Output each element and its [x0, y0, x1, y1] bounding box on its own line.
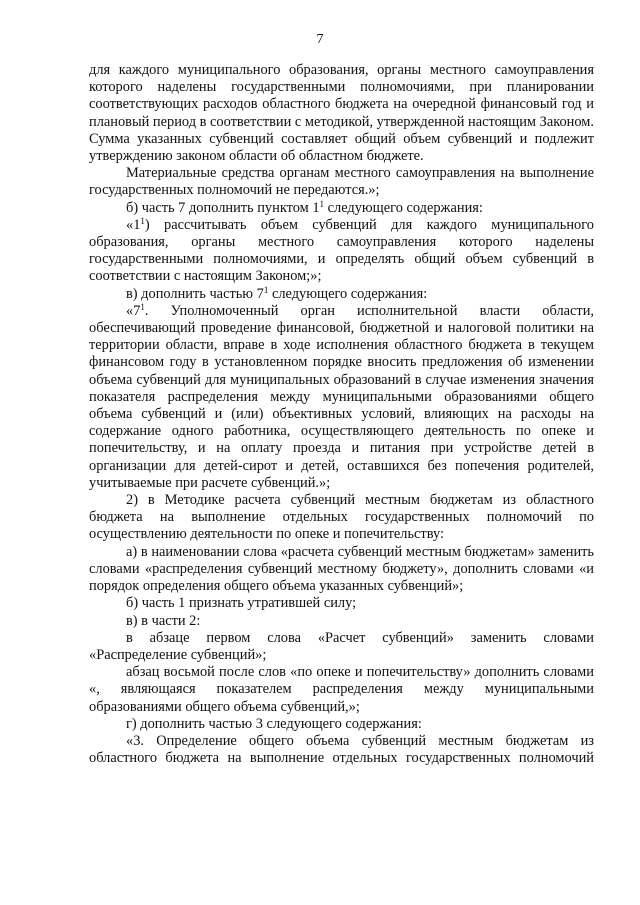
paragraph-8: а) в наименовании слова «расчета субвенций местным бюджетам» заменить словами «распределения субвенций местному бюджету», дополнить словами «и порядок определения общего объема указанных субвенций»; — [89, 543, 594, 595]
document-body — [89, 62, 594, 767]
paragraph-13: г) дополнить частью 3 следующего содержания: — [126, 715, 422, 732]
superscript-1: 1 — [140, 301, 145, 312]
paragraph-4 — [89, 217, 594, 286]
paragraph-6-text: «7 — [126, 302, 141, 319]
paragraph-3-tail: следующего содержания: — [324, 199, 483, 216]
paragraph-3 — [89, 200, 594, 217]
paragraph-6-tail: . Уполномоченный орган исполнительной власти области, обеспечивающий проведение финансовой, бюджетной и налоговой политики на территории области, вправе в ходе исполнения областного бюджета в текущем финансовом году в установленном порядке вносить предложения об изменении объема субвенций для муниципальных образований в случае изменения значения показателя распределения между муниципальными образованиями общего объема субвенций и (или) объективных условий, влияющих на расходы на содержание одного работника, осуществляющего деятельность по опеке и попечительству, и на оплату проезда и питания при устройстве детей в организации для детей-сирот и детей, оставшихся без попечения родителей, учитываемые при расчете субвенций.»; — [89, 302, 594, 491]
paragraph-9: б) часть 1 признать утратившей силу; — [126, 595, 357, 612]
paragraph-12: абзац восьмой после слов «по опеке и попечительству» дополнить словами «, являющаяся показателем распределения между муниципальными образованиями общего объема субвенций,»; — [89, 664, 594, 715]
paragraph-11: в абзаце первом слова «Расчет субвенций» заменить словами «Распределение субвенций»; — [89, 629, 594, 663]
paragraph-10: в) в части 2: — [126, 612, 201, 629]
paragraph-7: 2) в Методике расчета субвенций местным бюджетам из областного бюджета на выполнение отдельных государственных полномочий по осуществлению деятельности по опеке и попечительству: — [89, 492, 594, 543]
paragraph-2: Материальные средства органам местного самоуправления на выполнение государственных полномочий не передаются.»; — [89, 165, 594, 199]
paragraph-4-text: «1 — [126, 216, 141, 233]
superscript-1: 1 — [319, 198, 325, 209]
paragraph-5-tail: следующего содержания: — [268, 285, 428, 302]
paragraph-14: «3. Определение общего объема субвенций местным бюджетам из областного бюджета на выполнение отдельных государственных полномочий — [89, 732, 594, 767]
page-number: 7 — [316, 32, 324, 47]
paragraph-5-text: в) дополнить частью 7 — [126, 285, 264, 302]
paragraph-5 — [89, 286, 594, 303]
paragraph-6 — [89, 303, 594, 492]
superscript-1: 1 — [263, 284, 269, 295]
paragraph-3-text: б) часть 7 дополнить пунктом 1 — [126, 199, 320, 216]
paragraph-4-tail: ) рассчитывать объем субвенций для каждого муниципального образования, органы местного самоуправления которого наделены государственными полномочиями, и определять общий объем субвенций в соответствии с настоящим Законом;»; — [89, 216, 594, 285]
superscript-1: 1 — [140, 215, 145, 226]
paragraph-1: для каждого муниципального образования, органы местного самоуправления которого наделены государственными полномочиями, при планировании соответствующих расходов областного бюджета на очередной финансовый год и плановый период в соответствии с методикой, утвержденной настоящим Законом. Сумма указанных субвенций составляет общий объем субвенций и подлежит утверждению законом области об областном бюджете. — [89, 62, 594, 165]
